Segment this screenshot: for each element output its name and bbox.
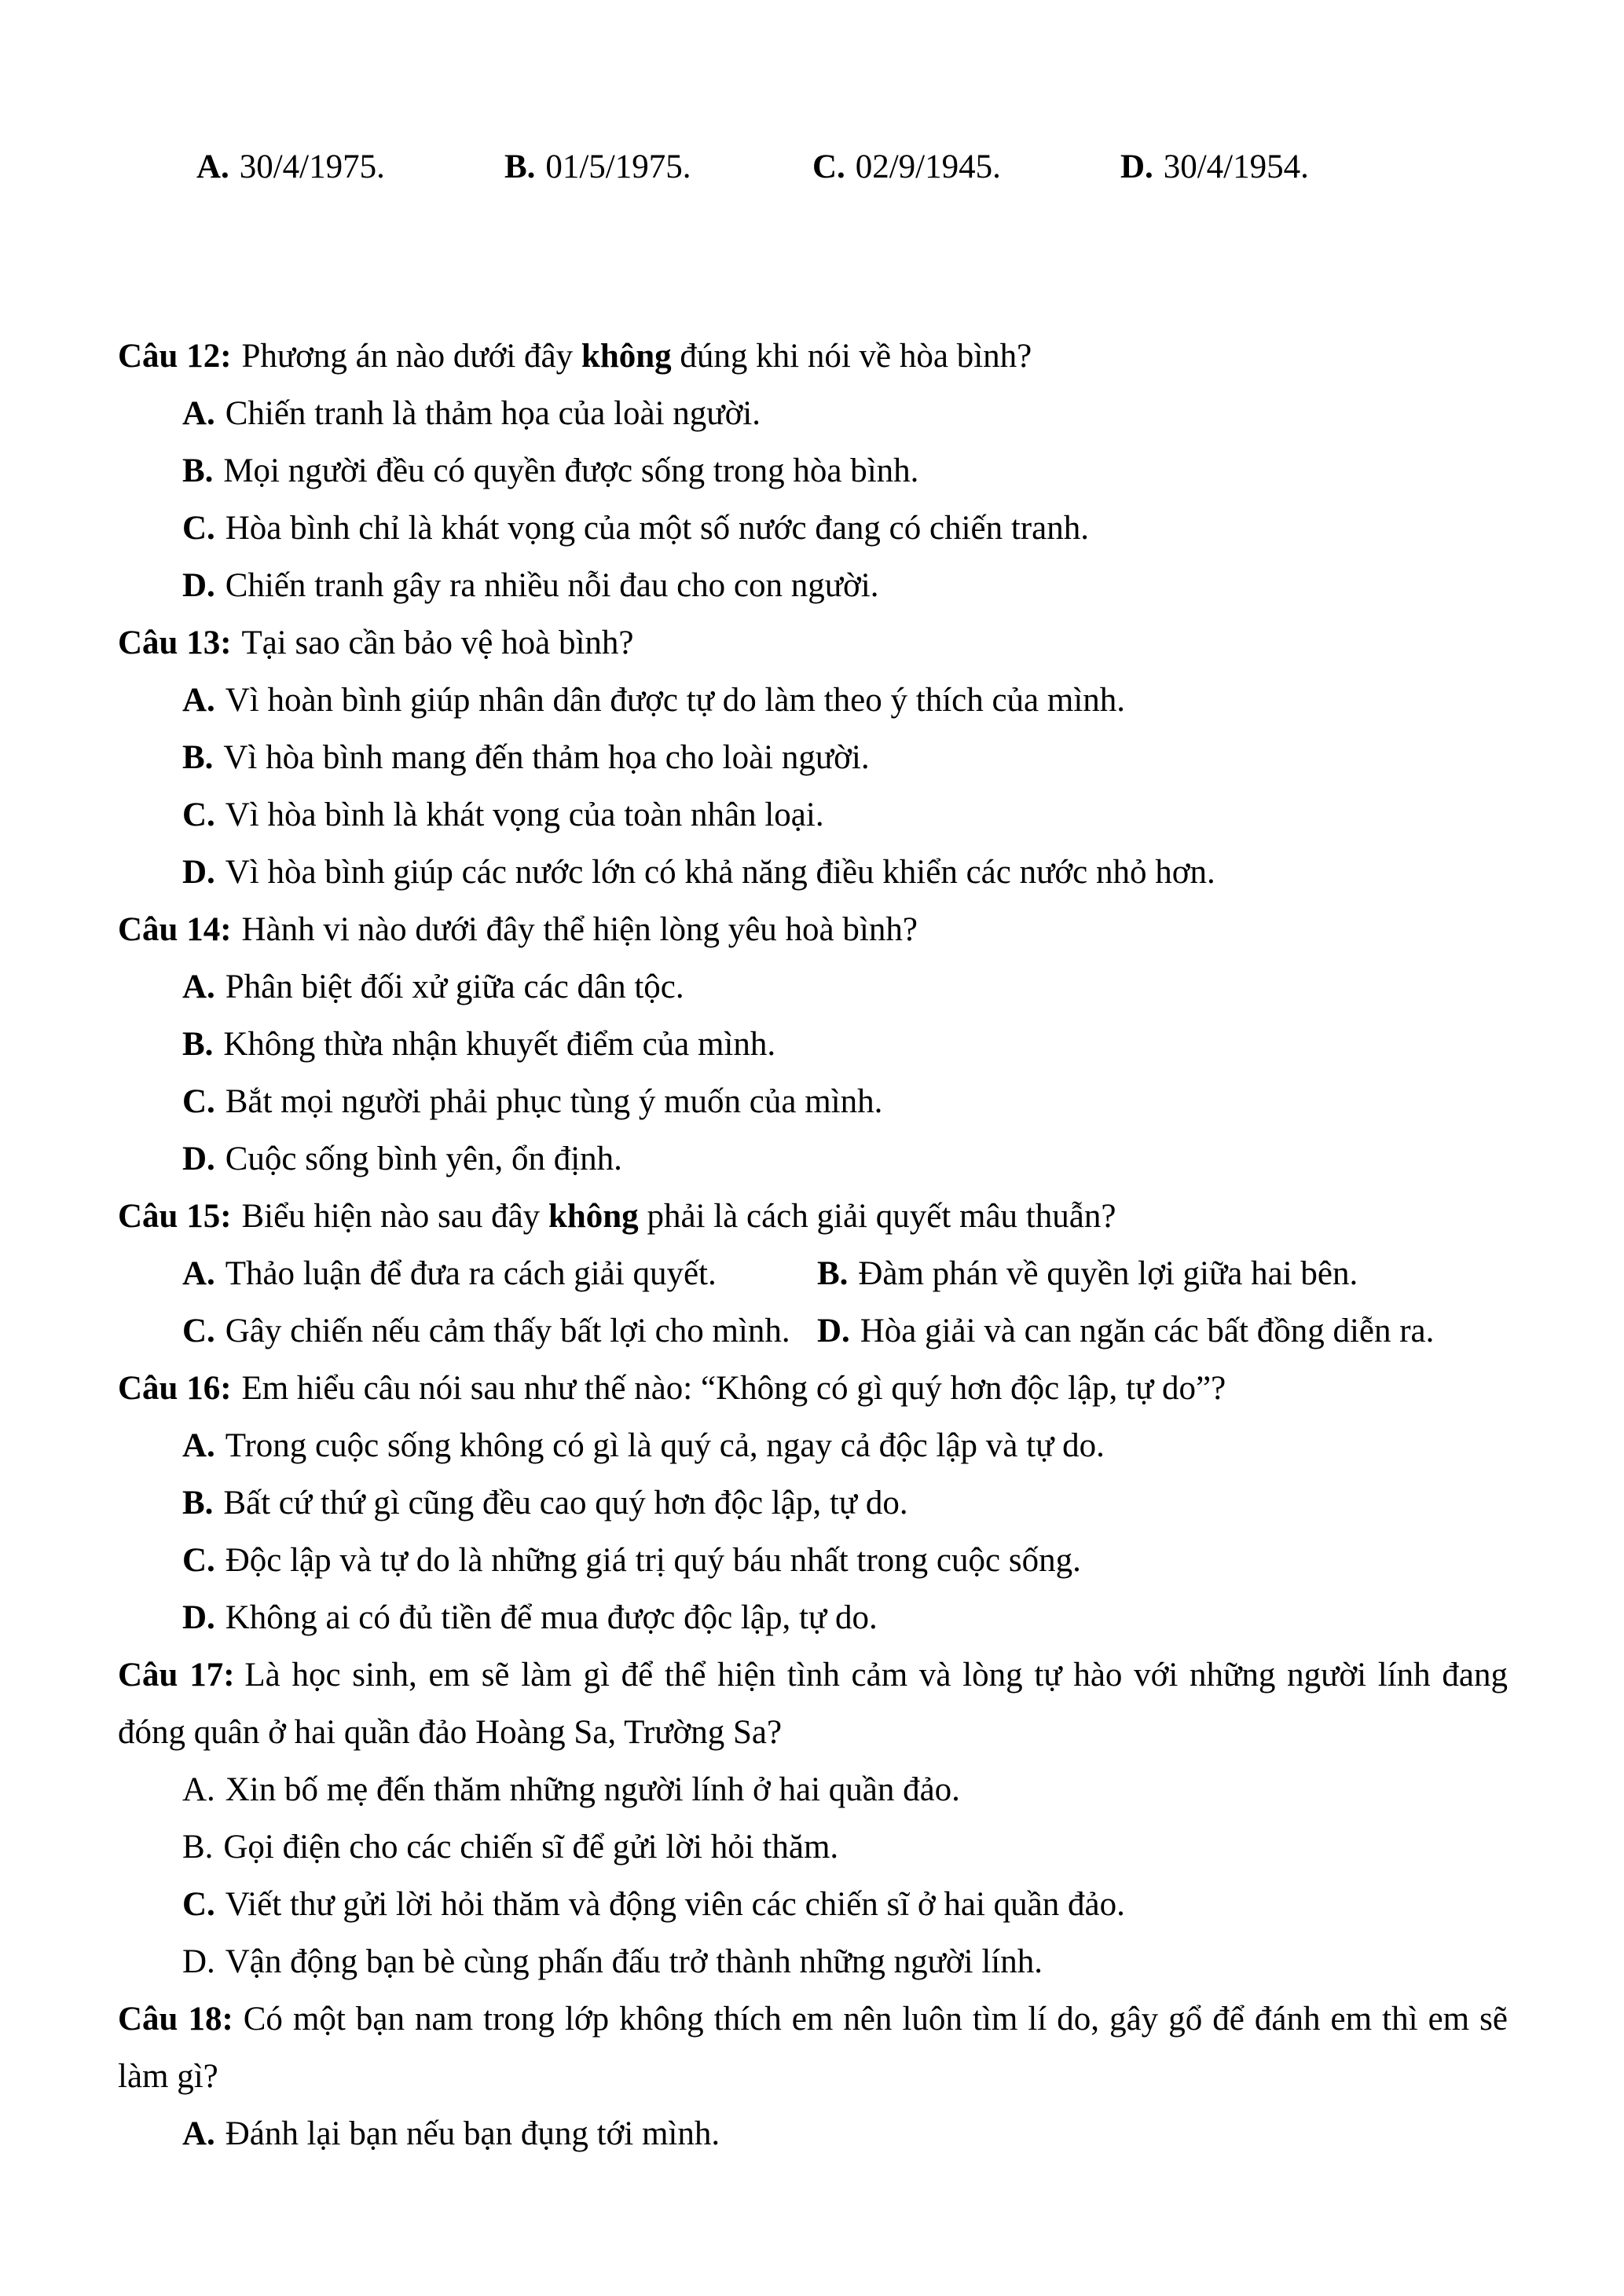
question-text-bold: không [581,338,672,375]
question-option [118,1532,1508,1589]
question-option [118,2105,1508,2162]
option-letter: A. [182,682,215,719]
option-letter: D. [182,1599,215,1636]
option-text: 01/5/1975. [545,148,691,185]
answer-option [196,138,504,196]
question-heading [118,328,1508,385]
answer-option [1120,138,1309,196]
option-text: Vì hòa bình mang đến thảm họa cho loài người. [223,739,870,776]
question-block [118,1990,1508,2162]
option-text: Không thừa nhận khuyết điểm của mình. [223,1026,776,1063]
option-text: Trong cuộc sống không có gì là quý cả, ngay cả độc lập và tự do. [225,1427,1105,1464]
option-letter: B. [182,452,214,489]
option-letter: A. [182,1427,215,1464]
question-option [118,1876,1508,1933]
question-option [118,500,1508,557]
question-option [118,385,1508,442]
option-text: Hòa giải và can ngăn các bất đồng diễn ra. [860,1313,1435,1349]
question-heading [118,1990,1508,2105]
question-text: Phương án nào dưới đây [241,338,581,375]
question-text: phải là cách giải quyết mâu thuẫn? [638,1198,1116,1235]
question-text: Có một bạn nam trong lớp không thích em nên luôn tìm lí do, gây gổ để đánh em thì em sẽ làm gì? [118,2001,1508,2095]
option-letter: C. [182,1083,215,1120]
option-letter: D. [182,567,215,604]
question-text: Em hiểu câu nói sau như thế nào: “Không có gì quý hơn độc lập, tự do”? [241,1370,1226,1407]
question-option [182,1302,817,1360]
option-text: Xin bố mẹ đến thăm những người lính ở hai quần đảo. [225,1771,960,1808]
question-option [817,1245,1508,1302]
question-block [118,1360,1508,1646]
option-text: 30/4/1954. [1163,148,1309,185]
question-option [118,1589,1508,1646]
option-letter: D. [1120,148,1153,185]
question-block [118,1646,1508,1990]
option-letter: B. [182,1829,214,1866]
question-heading [118,1646,1508,1761]
option-text: Không ai có đủ tiền để mua được độc lập, tự do. [225,1599,878,1636]
option-text: Gây chiến nếu cảm thấy bất lợi cho mình. [225,1313,790,1349]
question-text: Là học sinh, em sẽ làm gì để thể hiện tình cảm và lòng tự hào với những người lính đang đóng quân ở hai quần đảo Hoàng Sa, Trường Sa? [118,1657,1508,1751]
question-option [118,1761,1508,1818]
question-label: Câu 12: [118,338,232,375]
question-option [118,1818,1508,1876]
question-block [118,901,1508,1188]
option-text: Đánh lại bạn nếu bạn đụng tới mình. [225,2115,720,2152]
option-text: 30/4/1975. [239,148,385,185]
option-letter: B. [182,1485,214,1522]
question-heading [118,1188,1508,1245]
question-option [118,786,1508,844]
option-letter: C. [182,1886,215,1923]
question-text: Biểu hiện nào sau đây [241,1198,548,1235]
question-option [118,958,1508,1016]
question-option [118,844,1508,901]
option-text: Đàm phán về quyền lợi giữa hai bên. [858,1255,1358,1292]
question-label: Câu 16: [118,1370,232,1407]
option-text: Bất cứ thứ gì cũng đều cao quý hơn độc lập, tự do. [223,1485,908,1522]
option-letter: B. [817,1255,849,1292]
question-option [118,1474,1508,1532]
option-letter: B. [504,148,536,185]
question-label: Câu 17: [118,1657,235,1694]
option-row [118,1302,1508,1360]
option-text: Vì hòa bình giúp các nước lớn có khả năng điều khiển các nước nhỏ hơn. [225,854,1215,891]
option-letter: A. [182,1255,215,1292]
question-block [118,328,1508,614]
option-letter: C. [182,1542,215,1579]
question-block [118,614,1508,901]
option-text: 02/9/1945. [855,148,1001,185]
option-letter: D. [182,1141,215,1177]
option-text: Cuộc sống bình yên, ổn định. [225,1141,622,1177]
question-option [118,1417,1508,1474]
answer-option [504,138,812,196]
option-letter: C. [182,510,215,547]
question-option [118,729,1508,786]
answer-row [118,138,1508,196]
question-label: Câu 13: [118,624,232,661]
option-letter: D. [182,1943,215,1980]
question-text-bold: không [548,1198,639,1235]
question-option [118,442,1508,500]
option-text: Phân biệt đối xử giữa các dân tộc. [225,969,684,1005]
option-letter: D. [182,854,215,891]
option-letter: A. [182,395,215,432]
question-text: đúng khi nói về hòa bình? [671,338,1032,375]
question-option [118,1016,1508,1073]
option-row [118,1245,1508,1302]
option-text: Vì hoàn bình giúp nhân dân được tự do làm theo ý thích của mình. [225,682,1126,719]
option-text: Gọi điện cho các chiến sĩ để gửi lời hỏi thăm. [223,1829,839,1866]
option-text: Vì hòa bình là khát vọng của toàn nhân loại. [225,796,824,833]
question-label: Câu 15: [118,1198,232,1235]
question-block [118,1188,1508,1360]
question-heading [118,1360,1508,1417]
question-text: Hành vi nào dưới đây thể hiện lòng yêu hoà bình? [241,911,918,948]
question-option [118,1933,1508,1990]
option-text: Viết thư gửi lời hỏi thăm và động viên các chiến sĩ ở hai quần đảo. [225,1886,1125,1923]
answer-option [812,138,1120,196]
question-option [118,672,1508,729]
question-text: Tại sao cần bảo vệ hoà bình? [241,624,634,661]
question-heading [118,901,1508,958]
option-text: Hòa bình chỉ là khát vọng của một số nước đang có chiến tranh. [225,510,1089,547]
option-text: Chiến tranh là thảm họa của loài người. [225,395,761,432]
option-text: Vận động bạn bè cùng phấn đấu trở thành những người lính. [225,1943,1043,1980]
option-text: Độc lập và tự do là những giá trị quý báu nhất trong cuộc sống. [225,1542,1081,1579]
option-letter: D. [817,1313,850,1349]
option-letter: B. [182,739,214,776]
question-option [118,1073,1508,1130]
question-label: Câu 18: [118,2001,233,2038]
question-option [817,1302,1508,1360]
option-text: Bắt mọi người phải phục tùng ý muốn của mình. [225,1083,883,1120]
option-letter: C. [812,148,845,185]
option-letter: A. [196,148,229,185]
option-text: Thảo luận để đưa ra cách giải quyết. [225,1255,717,1292]
option-letter: C. [182,1313,215,1349]
option-letter: C. [182,796,215,833]
question-option [182,1245,817,1302]
option-text: Chiến tranh gây ra nhiều nỗi đau cho con người. [225,567,879,604]
question-option [118,1130,1508,1188]
option-letter: B. [182,1026,214,1063]
option-letter: A. [182,2115,215,2152]
option-letter: A. [182,969,215,1005]
question-option [118,557,1508,614]
option-text: Mọi người đều có quyền được sống trong hòa bình. [223,452,919,489]
question-heading [118,614,1508,672]
option-letter: A. [182,1771,215,1808]
question-label: Câu 14: [118,911,232,948]
